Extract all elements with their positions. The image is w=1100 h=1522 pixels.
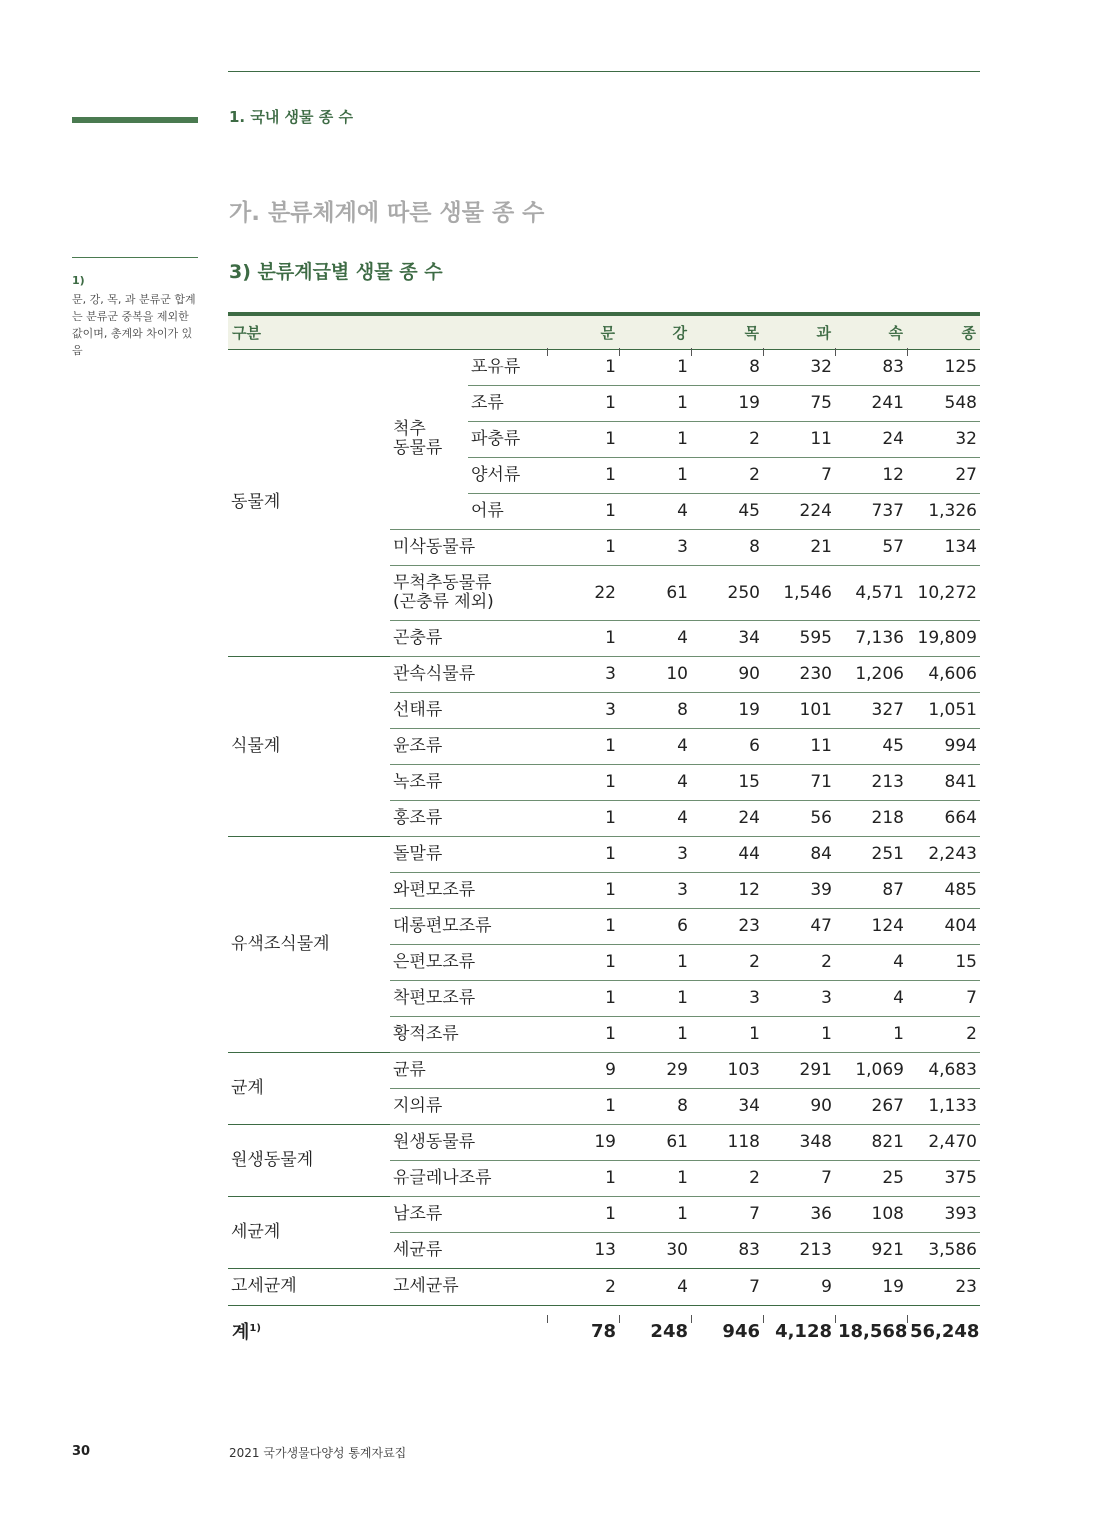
subgroup-label-line: 동물류 <box>393 438 443 458</box>
total-label-text: 계 <box>232 1322 250 1344</box>
cell-species: 134 <box>907 529 980 565</box>
cell-class: 1 <box>619 980 691 1016</box>
cell-class: 4 <box>619 764 691 800</box>
cell-family: 47 <box>763 908 835 944</box>
cell-genus: 24 <box>835 421 907 457</box>
header-phylum: 문 <box>547 314 619 349</box>
cell-class: 1 <box>619 421 691 457</box>
cell-family: 21 <box>763 529 835 565</box>
cell-family: 39 <box>763 872 835 908</box>
row-label: 윤조류 <box>390 728 547 764</box>
header-family: 과 <box>763 314 835 349</box>
row-label: 착편모조류 <box>390 980 547 1016</box>
cell-order: 7 <box>691 1268 763 1305</box>
cell-genus: 124 <box>835 908 907 944</box>
total-phylum: 78 <box>590 1320 616 1342</box>
cell-species: 375 <box>907 1160 980 1196</box>
cell-species: 548 <box>907 385 980 421</box>
row-label: 은편모조류 <box>390 944 547 980</box>
cell-genus: 327 <box>835 692 907 728</box>
cell-phylum: 1 <box>547 836 619 872</box>
cell-phylum: 1 <box>547 421 619 457</box>
column-tick <box>907 1315 908 1323</box>
cell-family: 71 <box>763 764 835 800</box>
cell-family: 75 <box>763 385 835 421</box>
header-species: 종 <box>907 314 980 349</box>
cell-class: 4 <box>619 728 691 764</box>
cell-phylum: 1 <box>547 620 619 656</box>
row-label: 황적조류 <box>390 1016 547 1052</box>
cell-class: 4 <box>619 620 691 656</box>
cell-order: 118 <box>691 1124 763 1160</box>
cell-order: 250 <box>691 565 763 620</box>
cell-order: 24 <box>691 800 763 836</box>
cell-order: 6 <box>691 728 763 764</box>
column-tick <box>835 1315 836 1323</box>
cell-class: 10 <box>619 656 691 692</box>
row-label: 균류 <box>390 1052 547 1088</box>
cell-class: 1 <box>619 385 691 421</box>
table-row <box>228 836 980 872</box>
column-tick <box>547 348 548 356</box>
row-label: 포유류 <box>471 356 521 377</box>
cell-species: 19,809 <box>907 620 980 656</box>
cell-class: 1 <box>619 944 691 980</box>
cell-species: 125 <box>944 357 977 377</box>
footer-title: 2021 국가생물다양성 통계자료집 <box>229 1446 407 1460</box>
subgroup-label-vertebrate <box>390 349 468 529</box>
cell-genus: 7,136 <box>835 620 907 656</box>
top-rule <box>228 71 980 72</box>
chapter-marker-bar <box>72 117 198 123</box>
cell-genus: 4 <box>835 980 907 1016</box>
cell-genus: 57 <box>835 529 907 565</box>
row-label: 녹조류 <box>390 764 547 800</box>
footnote-mark: 1) <box>249 1323 261 1335</box>
cell-family: 7 <box>763 457 835 493</box>
cell-class: 1 <box>619 1160 691 1196</box>
cell-phylum: 22 <box>547 565 619 620</box>
species-by-rank-table <box>228 312 980 1351</box>
group-label-protozoa: 원생동물계 <box>228 1124 390 1196</box>
cell-species: 1,326 <box>907 493 980 529</box>
row-label: 홍조류 <box>390 800 547 836</box>
cell-family: 9 <box>763 1268 835 1305</box>
header-order: 목 <box>691 314 763 349</box>
cell-phylum: 1 <box>547 1196 619 1232</box>
cell-genus: 251 <box>835 836 907 872</box>
footnote-number: 1) <box>72 274 85 287</box>
page-number: 30 <box>72 1444 91 1459</box>
header-category: 구분 <box>228 314 547 349</box>
group-label-plant: 식물계 <box>228 656 390 836</box>
cell-class: 4 <box>619 493 691 529</box>
cell-family: 595 <box>763 620 835 656</box>
column-tick <box>763 1315 764 1323</box>
cell-order: 44 <box>691 836 763 872</box>
table-row <box>228 349 980 385</box>
row-label: 곤충류 <box>390 620 547 656</box>
cell-family: 230 <box>763 656 835 692</box>
row-label: 지의류 <box>390 1088 547 1124</box>
subgroup-label-line: 척추 <box>393 419 426 439</box>
cell-order: 34 <box>691 620 763 656</box>
cell-family: 101 <box>763 692 835 728</box>
cell-order: 19 <box>691 692 763 728</box>
cell-order: 2 <box>691 944 763 980</box>
cell-class: 30 <box>619 1232 691 1268</box>
cell-genus: 1,069 <box>835 1052 907 1088</box>
total-label <box>228 1305 547 1351</box>
cell-class: 4 <box>619 800 691 836</box>
cell-species: 27 <box>907 457 980 493</box>
cell-family: 11 <box>763 728 835 764</box>
cell-phylum: 1 <box>547 1088 619 1124</box>
column-tick <box>619 1315 620 1323</box>
cell-order: 103 <box>691 1052 763 1088</box>
row-label: 어류 <box>468 493 547 529</box>
cell-phylum: 1 <box>547 457 619 493</box>
cell-order: 8 <box>749 357 760 377</box>
cell-genus: 1,206 <box>835 656 907 692</box>
cell-order: 34 <box>691 1088 763 1124</box>
cell-phylum: 1 <box>547 980 619 1016</box>
column-tick <box>691 348 692 356</box>
cell-phylum: 1 <box>547 944 619 980</box>
table-row <box>228 1196 980 1232</box>
total-class: 248 <box>650 1320 688 1342</box>
total-genus: 18,568 <box>838 1320 908 1342</box>
cell-phylum: 3 <box>547 656 619 692</box>
row-label: 미삭동물류 <box>390 529 547 565</box>
cell-class: 1 <box>619 1016 691 1052</box>
header-class: 강 <box>619 314 691 349</box>
cell-order: 15 <box>691 764 763 800</box>
table-header-row <box>228 314 980 349</box>
cell-class: 61 <box>619 1124 691 1160</box>
column-tick <box>835 348 836 356</box>
cell-genus: 241 <box>835 385 907 421</box>
cell-genus: 45 <box>835 728 907 764</box>
cell-family: 32 <box>810 357 832 377</box>
cell-class: 29 <box>619 1052 691 1088</box>
cell-family: 1,546 <box>763 565 835 620</box>
cell-order: 2 <box>691 421 763 457</box>
group-label-animal: 동물계 <box>231 492 281 512</box>
row-label-line: (곤충류 제외) <box>393 591 494 612</box>
cell-genus: 213 <box>835 764 907 800</box>
column-tick <box>547 1315 548 1323</box>
cell-genus: 108 <box>835 1196 907 1232</box>
section-title: 가. 분류체계에 따른 생물 종 수 <box>229 200 545 226</box>
cell-genus: 4,571 <box>835 565 907 620</box>
cell-family: 84 <box>763 836 835 872</box>
cell-genus: 737 <box>835 493 907 529</box>
cell-genus: 821 <box>835 1124 907 1160</box>
cell-phylum: 3 <box>547 692 619 728</box>
group-label-bacteria: 세균계 <box>228 1196 390 1268</box>
cell-class: 1 <box>619 1196 691 1232</box>
cell-phylum: 1 <box>547 529 619 565</box>
row-label: 고세균류 <box>390 1268 547 1305</box>
cell-class: 3 <box>619 872 691 908</box>
column-tick <box>691 1315 692 1323</box>
cell-class: 1 <box>619 457 691 493</box>
cell-class: 61 <box>619 565 691 620</box>
cell-family: 56 <box>763 800 835 836</box>
cell-phylum: 2 <box>547 1268 619 1305</box>
cell-species: 2,470 <box>907 1124 980 1160</box>
cell-phylum: 1 <box>547 493 619 529</box>
row-label: 유글레나조류 <box>390 1160 547 1196</box>
cell-species: 841 <box>907 764 980 800</box>
cell-phylum: 1 <box>547 1160 619 1196</box>
table-row <box>228 1124 980 1160</box>
group-label-fungi: 균계 <box>228 1052 390 1124</box>
cell-family: 2 <box>763 944 835 980</box>
table-row <box>228 1268 980 1305</box>
cell-class: 4 <box>619 1268 691 1305</box>
cell-order: 12 <box>691 872 763 908</box>
cell-species: 1,133 <box>907 1088 980 1124</box>
cell-species: 4,683 <box>907 1052 980 1088</box>
cell-order: 45 <box>691 493 763 529</box>
cell-order: 90 <box>691 656 763 692</box>
cell-genus: 83 <box>882 357 904 377</box>
row-label: 세균류 <box>390 1232 547 1268</box>
cell-species: 2 <box>907 1016 980 1052</box>
cell-species: 664 <box>907 800 980 836</box>
cell-phylum: 1 <box>547 908 619 944</box>
cell-family: 90 <box>763 1088 835 1124</box>
row-label: 대롱편모조류 <box>390 908 547 944</box>
cell-species: 10,272 <box>907 565 980 620</box>
note-rule <box>72 257 198 258</box>
cell-species: 404 <box>907 908 980 944</box>
cell-phylum: 13 <box>547 1232 619 1268</box>
cell-genus: 25 <box>835 1160 907 1196</box>
row-label: 와편모조류 <box>390 872 547 908</box>
row-label: 양서류 <box>468 457 547 493</box>
cell-species: 7 <box>907 980 980 1016</box>
cell-genus: 19 <box>835 1268 907 1305</box>
cell-genus: 921 <box>835 1232 907 1268</box>
row-label: 원생동물류 <box>390 1124 547 1160</box>
cell-class: 8 <box>619 1088 691 1124</box>
total-species: 56,248 <box>910 1320 980 1342</box>
cell-class: 3 <box>619 529 691 565</box>
cell-phylum: 1 <box>547 800 619 836</box>
cell-species: 994 <box>907 728 980 764</box>
cell-phylum: 1 <box>605 357 616 377</box>
cell-family: 7 <box>763 1160 835 1196</box>
cell-species: 485 <box>907 872 980 908</box>
cell-class: 6 <box>619 908 691 944</box>
header-genus: 속 <box>835 314 907 349</box>
row-label: 파충류 <box>468 421 547 457</box>
cell-species: 23 <box>907 1268 980 1305</box>
cell-species: 3,586 <box>907 1232 980 1268</box>
cell-phylum: 1 <box>547 385 619 421</box>
cell-order: 7 <box>691 1196 763 1232</box>
cell-order: 8 <box>691 529 763 565</box>
cell-phylum: 1 <box>547 1016 619 1052</box>
row-label: 관속식물류 <box>390 656 547 692</box>
cell-family: 213 <box>763 1232 835 1268</box>
row-label: 선태류 <box>390 692 547 728</box>
cell-order: 2 <box>691 1160 763 1196</box>
cell-phylum: 9 <box>547 1052 619 1088</box>
cell-genus: 87 <box>835 872 907 908</box>
cell-order: 19 <box>691 385 763 421</box>
subsection-title: 3) 분류계급별 생물 종 수 <box>229 261 443 283</box>
cell-phylum: 1 <box>547 872 619 908</box>
cell-class: 1 <box>677 357 688 377</box>
cell-order: 83 <box>691 1232 763 1268</box>
cell-species: 1,051 <box>907 692 980 728</box>
total-order: 946 <box>722 1320 760 1342</box>
cell-family: 291 <box>763 1052 835 1088</box>
cell-genus: 4 <box>835 944 907 980</box>
group-label-archaea: 고세균계 <box>228 1268 390 1305</box>
cell-genus: 218 <box>835 800 907 836</box>
chapter-title: 1. 국내 생물 종 수 <box>229 108 353 126</box>
group-label-chromista: 유색조식물계 <box>228 836 390 1052</box>
table-row <box>228 656 980 692</box>
cell-species: 4,606 <box>907 656 980 692</box>
cell-species: 15 <box>907 944 980 980</box>
column-tick <box>619 348 620 356</box>
total-row <box>228 1305 980 1351</box>
cell-phylum: 1 <box>547 764 619 800</box>
cell-species: 393 <box>907 1196 980 1232</box>
cell-genus: 1 <box>835 1016 907 1052</box>
row-label-line: 무척추동물류 <box>393 572 492 593</box>
total-family: 4,128 <box>775 1320 832 1342</box>
table-row <box>228 1052 980 1088</box>
row-label <box>390 565 547 620</box>
cell-family: 1 <box>763 1016 835 1052</box>
column-tick <box>763 348 764 356</box>
cell-order: 2 <box>691 457 763 493</box>
cell-family: 348 <box>763 1124 835 1160</box>
cell-phylum: 19 <box>547 1124 619 1160</box>
cell-species: 32 <box>907 421 980 457</box>
cell-family: 36 <box>763 1196 835 1232</box>
cell-phylum: 1 <box>547 728 619 764</box>
cell-class: 8 <box>619 692 691 728</box>
column-tick <box>907 348 908 356</box>
cell-order: 23 <box>691 908 763 944</box>
cell-order: 3 <box>691 980 763 1016</box>
row-label: 조류 <box>468 385 547 421</box>
footnote-text: 문, 강, 목, 과 분류군 합계는 분류군 중복을 제외한 값이며, 총계와 차이가 있음 <box>72 293 196 357</box>
cell-genus: 12 <box>835 457 907 493</box>
cell-family: 11 <box>763 421 835 457</box>
row-label: 돌말류 <box>390 836 547 872</box>
cell-family: 3 <box>763 980 835 1016</box>
cell-class: 3 <box>619 836 691 872</box>
cell-genus: 267 <box>835 1088 907 1124</box>
cell-family: 224 <box>763 493 835 529</box>
cell-species: 2,243 <box>907 836 980 872</box>
row-label: 남조류 <box>390 1196 547 1232</box>
cell-order: 1 <box>691 1016 763 1052</box>
